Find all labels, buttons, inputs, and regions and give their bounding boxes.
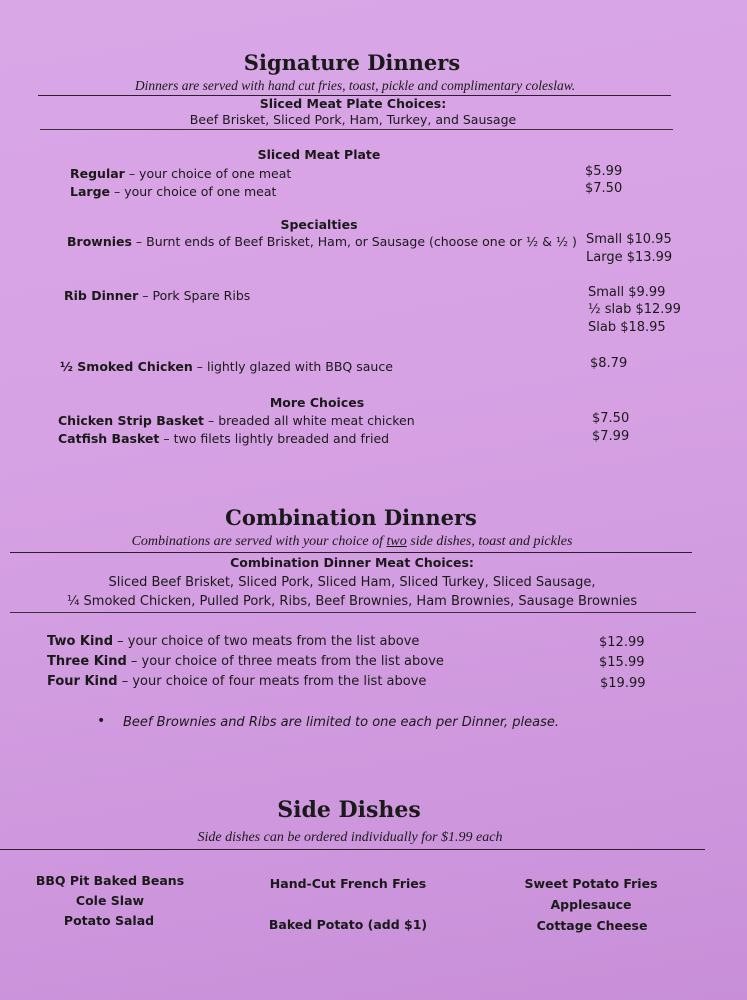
rib-name: Rib Dinner [64, 288, 139, 303]
combination-divider-top [10, 552, 692, 553]
signature-title: Signature Dinners [243, 50, 461, 75]
side-col3-item-2: Applesauce [550, 897, 632, 912]
brownies-price-small: Small $10.95 [586, 232, 672, 247]
combination-subtitle-post: side dishes, toast and pickles [406, 534, 573, 549]
rib-desc: – Pork Spare Ribs [138, 288, 251, 303]
signature-divider-bottom [40, 129, 673, 130]
four-kind-price: $19.99 [600, 676, 646, 691]
rib-price-half: ½ slab $12.99 [588, 302, 681, 317]
regular-name: Regular [70, 166, 125, 181]
smoked-chicken-item [60, 359, 393, 374]
two-kind-name: Two Kind [47, 634, 113, 649]
chicken-desc: – lightly glazed with BBQ sauce [192, 359, 393, 374]
side-col3-item-1: Sweet Potato Fries [524, 876, 658, 891]
catfish-price: $7.99 [592, 429, 630, 444]
sides-subtitle: Side dishes can be ordered individually for $1.99 each [197, 830, 503, 845]
four-kind-name: Four Kind [47, 674, 118, 689]
rib-price-small: Small $9.99 [588, 285, 666, 300]
regular-desc: – your choice of one meat [124, 166, 292, 181]
sides-divider [0, 849, 705, 850]
combination-title: Combination Dinners [225, 505, 477, 530]
catfish-name: Catfish Basket [58, 431, 160, 446]
three-kind-name: Three Kind [47, 654, 127, 669]
brownies-price-large: Large $13.99 [586, 250, 673, 265]
large-desc: – your choice of one meat [110, 184, 277, 199]
three-kind-price: $15.99 [599, 655, 645, 670]
combination-subtitle [132, 534, 573, 550]
rib-price-slab: Slab $18.95 [588, 320, 666, 335]
sliced-choices-list: Beef Brisket, Sliced Pork, Ham, Turkey, and Sausage [189, 112, 517, 127]
side-col1-item-2: Cole Slaw [75, 893, 145, 908]
combination-divider-bottom [10, 612, 696, 613]
bullet-dot: • [97, 713, 106, 729]
sides-title: Side Dishes [277, 797, 421, 823]
combination-subtitle-pre: Combinations are served with your choice of [131, 534, 387, 549]
brownies-name: Brownies [67, 234, 132, 249]
specialties-heading: Specialties [280, 217, 358, 232]
two-kind-desc: – your choice of two meats from the list above [113, 634, 420, 649]
four-kind-desc: – your choice of four meats from the list above [117, 674, 427, 689]
chicken-strip-item [58, 413, 415, 428]
brownies-item [67, 234, 577, 249]
large-price: $7.50 [585, 181, 623, 196]
regular-price: $5.99 [585, 164, 623, 179]
combination-subtitle-two: two [386, 534, 407, 549]
chicken-name: ½ Smoked Chicken [60, 359, 193, 374]
side-col1-item-1: BBQ Pit Baked Beans [35, 873, 185, 888]
combination-choices-heading: Combination Dinner Meat Choices: [230, 555, 474, 570]
more-choices-heading: More Choices [269, 395, 365, 410]
catfish-desc: – two filets lightly breaded and fried [159, 431, 390, 446]
combination-choices-line2: ¼ Smoked Chicken, Pulled Pork, Ribs, Beef Brownies, Ham Brownies, Sausage Brownies [66, 594, 638, 609]
rib-dinner-item [64, 288, 250, 303]
two-kind-item [47, 634, 419, 649]
large-name: Large [70, 184, 110, 199]
large-plate-item [70, 184, 276, 199]
side-col2-item-2: Baked Potato (add $1) [268, 917, 428, 932]
strip-price: $7.50 [592, 411, 630, 426]
catfish-item [58, 431, 389, 446]
three-kind-desc: – your choice of three meats from the list above [126, 654, 444, 669]
sliced-plate-heading: Sliced Meat Plate [257, 147, 381, 162]
four-kind-item [47, 674, 426, 689]
chicken-price: $8.79 [590, 356, 628, 371]
side-col1-item-3: Potato Salad [63, 913, 155, 928]
strip-desc: – breaded all white meat chicken [204, 413, 415, 428]
sliced-choices-heading: Sliced Meat Plate Choices: [259, 96, 447, 111]
three-kind-item [47, 654, 444, 669]
brownies-desc: – Burnt ends of Beef Brisket, Ham, or Sausage (choose one or ½ & ½ ) [131, 234, 577, 249]
two-kind-price: $12.99 [599, 635, 645, 650]
strip-name: Chicken Strip Basket [58, 413, 205, 428]
side-col3-item-3: Cottage Cheese [536, 918, 648, 933]
regular-plate-item [70, 166, 291, 181]
combination-choices-line1: Sliced Beef Brisket, Sliced Pork, Sliced Ham, Sliced Turkey, Sliced Sausage, [108, 575, 596, 590]
combination-note: Beef Brownies and Ribs are limited to one each per Dinner, please. [123, 715, 560, 730]
signature-subtitle: Dinners are served with hand cut fries, toast, pickle and complimentary coleslaw. [134, 78, 576, 93]
side-col2-item-1: Hand-Cut French Fries [269, 876, 427, 891]
